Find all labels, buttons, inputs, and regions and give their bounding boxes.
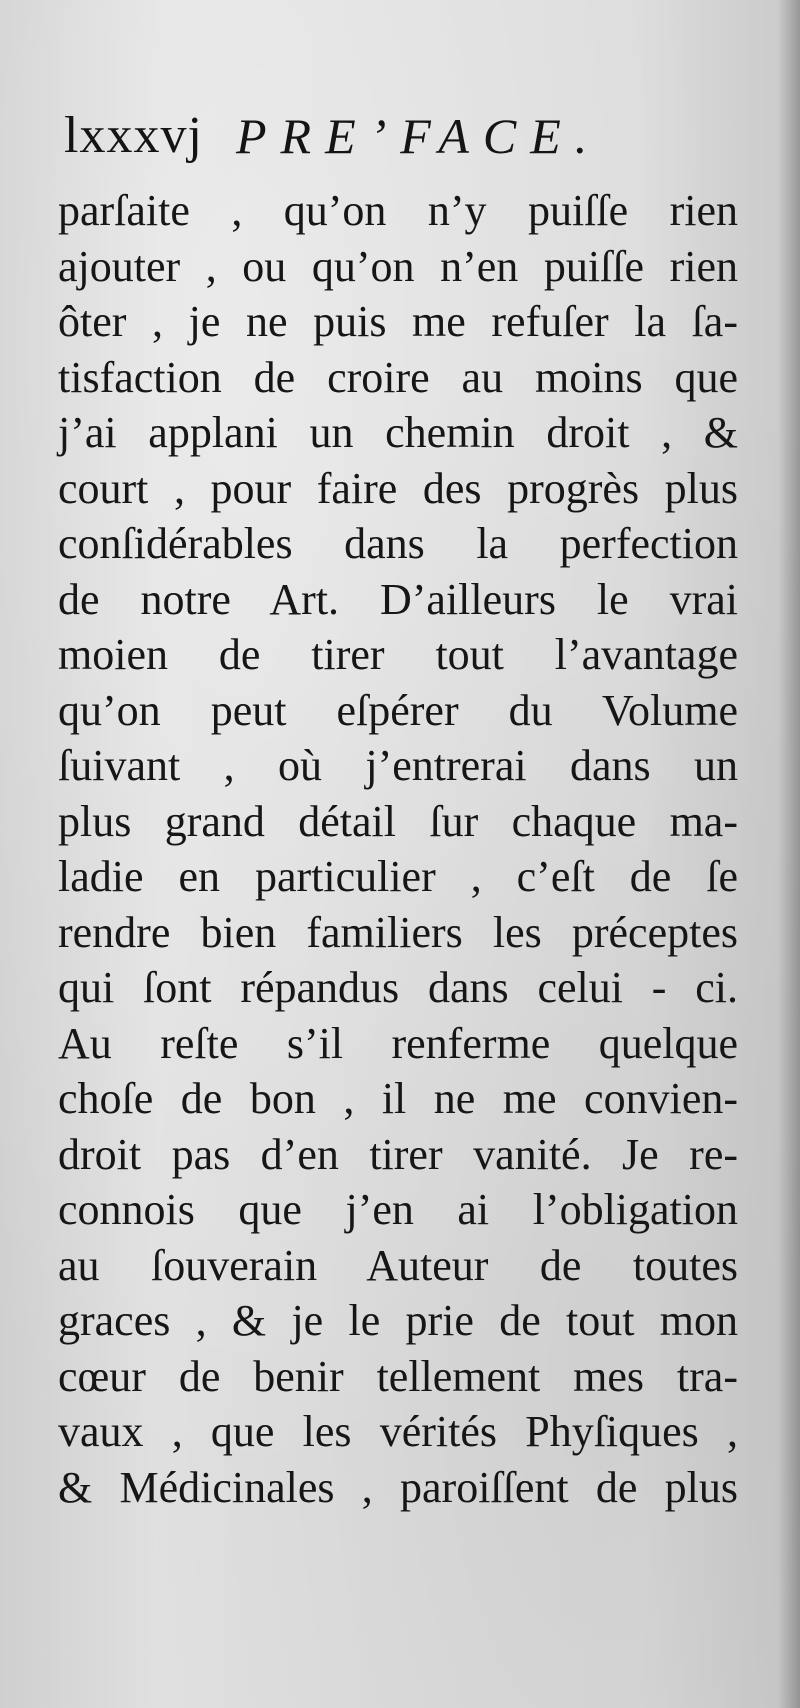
- page-header: [64, 104, 744, 168]
- text-line: qu’on peut eſpérer du Volume: [58, 685, 738, 735]
- text-line: court , pour faire des progrès plus: [58, 463, 738, 513]
- text-line: conſidérables dans la perfection: [58, 519, 738, 568]
- text-line: choſe de bon , il ne me convien-: [58, 1074, 738, 1123]
- text-line: qui ſont répandus dans celui - ci.: [58, 963, 738, 1012]
- text-line: ladie en particulier , c’eſt de ſe: [58, 852, 738, 901]
- text-line: de notre Art. D’ailleurs le vrai: [58, 574, 738, 624]
- body-text: [58, 183, 738, 1515]
- text-line: parſaite , qu’on n’y puiſſe rien: [58, 186, 738, 235]
- text-line: j’ai applani un chemin droit , &: [58, 408, 738, 457]
- text-line: ajouter , ou qu’on n’en puiſſe rien: [58, 241, 738, 291]
- text-line: graces , & je le prie de tout mon: [58, 1296, 738, 1345]
- text-line: ſuivant , où j’entrerai dans un: [58, 741, 738, 790]
- text-line: plus grand détail ſur chaque ma-: [58, 796, 738, 846]
- text-line: connois que j’en ai l’obligation: [58, 1185, 738, 1234]
- text-line: & Médicinales , paroiſſent de plus: [58, 1462, 738, 1512]
- page-number: lxxxvj: [64, 107, 203, 164]
- running-title: PRE’FACE.: [236, 108, 602, 164]
- text-line: moien de tirer tout l’avantage: [58, 630, 738, 679]
- text-line: cœur de benir tellement mes tra-: [58, 1351, 738, 1401]
- text-line: droit pas d’en tirer vanité. Je re-: [58, 1129, 738, 1179]
- text-line: vaux , que les vérités Phyſiques ,: [58, 1407, 738, 1456]
- text-line: Au reſte s’il renferme quelque: [58, 1018, 738, 1068]
- text-line: rendre bien familiers les préceptes: [58, 907, 738, 957]
- text-line: au ſouverain Auteur de toutes: [58, 1240, 738, 1290]
- text-line: tisfaction de croire au moins que: [58, 352, 738, 402]
- text-line: ôter , je ne puis me refuſer la ſa-: [58, 297, 738, 346]
